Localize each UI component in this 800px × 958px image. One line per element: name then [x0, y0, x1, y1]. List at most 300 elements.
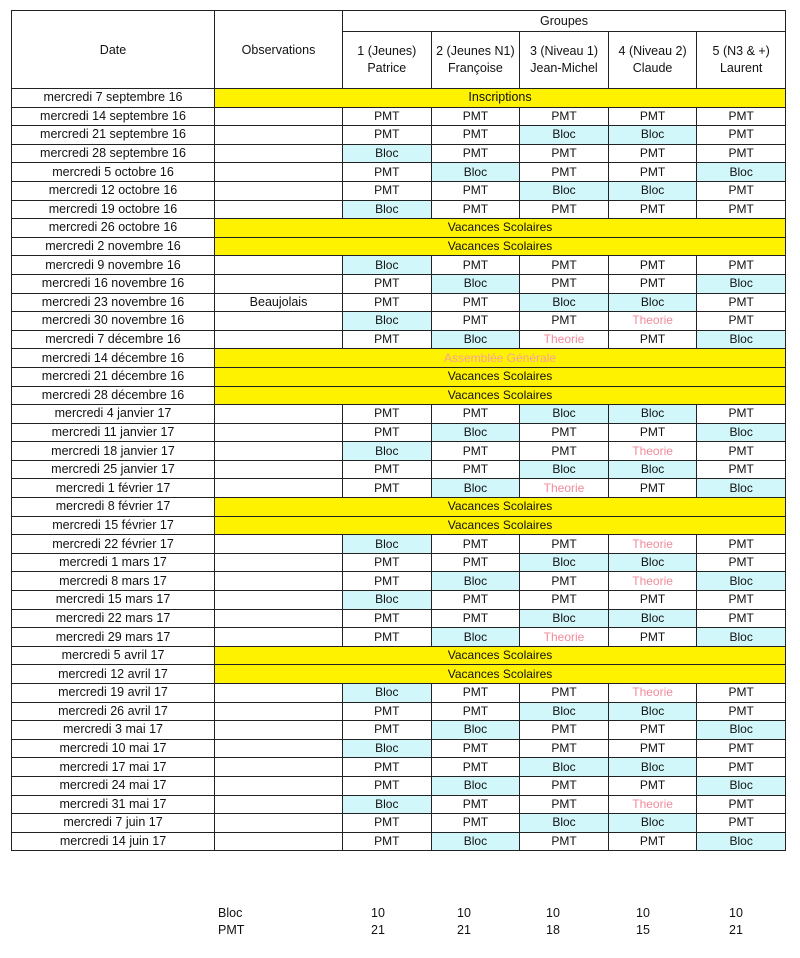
activity-cell: PMT: [520, 163, 609, 182]
activity-cell: Bloc: [697, 330, 786, 349]
observation-cell: [215, 776, 343, 795]
activity-cell: PMT: [520, 312, 609, 331]
table-row: [12, 256, 786, 275]
activity-cell: Bloc: [520, 405, 609, 424]
group-leader: Françoise: [447, 61, 503, 75]
activity-cell: PMT: [520, 572, 609, 591]
activity-cell: PMT: [697, 181, 786, 200]
activity-cell: PMT: [431, 200, 520, 219]
activity-cell: Bloc: [343, 144, 432, 163]
table-row: [12, 330, 786, 349]
activity-cell: Bloc: [697, 776, 786, 795]
activity-cell: PMT: [431, 535, 520, 554]
totals-value: 21: [457, 923, 471, 937]
activity-cell: PMT: [431, 256, 520, 275]
activity-cell: Bloc: [343, 442, 432, 461]
table-row: [12, 832, 786, 851]
activity-cell: Bloc: [608, 553, 697, 572]
activity-cell: PMT: [520, 591, 609, 610]
activity-cell: PMT: [697, 535, 786, 554]
totals-section: [0, 906, 800, 940]
table-row: [12, 535, 786, 554]
table-row: [12, 312, 786, 331]
activity-cell: Bloc: [697, 423, 786, 442]
vacances-banner: Vacances Scolaires: [215, 516, 786, 535]
date-cell: mercredi 7 décembre 16: [12, 330, 215, 349]
date-cell: mercredi 10 mai 17: [12, 739, 215, 758]
activity-cell: Bloc: [431, 776, 520, 795]
activity-cell: Bloc: [697, 274, 786, 293]
activity-cell: PMT: [431, 312, 520, 331]
activity-cell: Bloc: [608, 814, 697, 833]
activity-cell: PMT: [697, 405, 786, 424]
date-cell: mercredi 4 janvier 17: [12, 405, 215, 424]
date-cell: mercredi 1 mars 17: [12, 553, 215, 572]
activity-cell: PMT: [431, 553, 520, 572]
date-cell: mercredi 12 octobre 16: [12, 181, 215, 200]
table-row: [12, 572, 786, 591]
activity-cell: PMT: [608, 628, 697, 647]
group-level: 3 (Niveau 1): [529, 44, 599, 58]
activity-cell: PMT: [608, 832, 697, 851]
totals-value: 15: [636, 923, 650, 937]
activity-cell: PMT: [343, 181, 432, 200]
date-cell: mercredi 19 avril 17: [12, 684, 215, 703]
table-row: [12, 553, 786, 572]
activity-cell: Bloc: [697, 721, 786, 740]
activity-cell: PMT: [431, 591, 520, 610]
activity-cell: PMT: [697, 442, 786, 461]
table-row: [12, 758, 786, 777]
activity-cell: PMT: [608, 776, 697, 795]
date-cell: mercredi 7 juin 17: [12, 814, 215, 833]
activity-cell: PMT: [431, 739, 520, 758]
activity-cell: Theorie: [520, 330, 609, 349]
table-row: [12, 126, 786, 145]
activity-cell: Bloc: [697, 628, 786, 647]
activity-cell: PMT: [431, 758, 520, 777]
group-level: 4 (Niveau 2): [618, 44, 687, 58]
observation-cell: [215, 460, 343, 479]
activity-cell: PMT: [697, 609, 786, 628]
table-row: [12, 163, 786, 182]
date-cell: mercredi 11 janvier 17: [12, 423, 215, 442]
activity-cell: PMT: [343, 702, 432, 721]
activity-cell: PMT: [697, 460, 786, 479]
observation-cell: [215, 200, 343, 219]
table-row: [12, 144, 786, 163]
activity-cell: PMT: [431, 293, 520, 312]
observation-cell: [215, 609, 343, 628]
activity-cell: PMT: [431, 144, 520, 163]
activity-cell: Bloc: [608, 702, 697, 721]
date-cell: mercredi 18 janvier 17: [12, 442, 215, 461]
activity-cell: Bloc: [697, 479, 786, 498]
activity-cell: PMT: [431, 442, 520, 461]
totals-row: [0, 906, 800, 923]
table-row: [12, 479, 786, 498]
group-header-5: [697, 32, 786, 89]
activity-cell: PMT: [520, 721, 609, 740]
activity-cell: PMT: [343, 814, 432, 833]
observation-cell: [215, 312, 343, 331]
date-cell: mercredi 14 septembre 16: [12, 107, 215, 126]
vacances-banner: Vacances Scolaires: [215, 646, 786, 665]
table-row: [12, 274, 786, 293]
activity-cell: PMT: [343, 423, 432, 442]
observation-cell: [215, 702, 343, 721]
activity-cell: Bloc: [697, 572, 786, 591]
table-row: [12, 293, 786, 312]
schedule-table: [11, 10, 786, 851]
date-cell: mercredi 25 janvier 17: [12, 460, 215, 479]
activity-cell: PMT: [697, 553, 786, 572]
group-header-1: [343, 32, 432, 89]
date-cell: mercredi 21 décembre 16: [12, 367, 215, 386]
group-leader: Jean-Michel: [530, 61, 598, 75]
activity-cell: PMT: [343, 126, 432, 145]
table-row: [12, 516, 786, 535]
date-cell: mercredi 14 juin 17: [12, 832, 215, 851]
activity-cell: Bloc: [343, 256, 432, 275]
activity-cell: Bloc: [431, 274, 520, 293]
activity-cell: Bloc: [608, 460, 697, 479]
activity-cell: PMT: [520, 442, 609, 461]
table-row: [12, 721, 786, 740]
activity-cell: Bloc: [343, 739, 432, 758]
observation-cell: [215, 832, 343, 851]
activity-cell: Bloc: [431, 330, 520, 349]
group-level: 5 (N3 & +): [712, 44, 770, 58]
activity-cell: PMT: [520, 144, 609, 163]
activity-cell: Bloc: [520, 814, 609, 833]
activity-cell: Bloc: [343, 312, 432, 331]
table-row: [12, 498, 786, 517]
table-row: [12, 739, 786, 758]
date-cell: mercredi 21 septembre 16: [12, 126, 215, 145]
observation-cell: [215, 739, 343, 758]
group-header-3: [520, 32, 609, 89]
date-cell: mercredi 9 novembre 16: [12, 256, 215, 275]
vacances-banner: Vacances Scolaires: [215, 498, 786, 517]
date-cell: mercredi 8 mars 17: [12, 572, 215, 591]
totals-value: 10: [636, 906, 650, 920]
observation-cell: [215, 144, 343, 163]
activity-cell: PMT: [343, 479, 432, 498]
date-cell: mercredi 23 novembre 16: [12, 293, 215, 312]
table-row: [12, 89, 786, 108]
table-row: [12, 684, 786, 703]
table-row: [12, 665, 786, 684]
table-row: [12, 405, 786, 424]
activity-cell: PMT: [343, 274, 432, 293]
activity-cell: Bloc: [520, 553, 609, 572]
assemblee-banner: Assemblée Générale: [215, 349, 786, 368]
activity-cell: Bloc: [343, 591, 432, 610]
date-cell: mercredi 31 mai 17: [12, 795, 215, 814]
table-row: [12, 237, 786, 256]
activity-cell: PMT: [697, 814, 786, 833]
activity-cell: Theorie: [608, 442, 697, 461]
activity-cell: Theorie: [608, 795, 697, 814]
activity-cell: Bloc: [431, 163, 520, 182]
activity-cell: Theorie: [608, 312, 697, 331]
table-row: [12, 646, 786, 665]
group-leader: Laurent: [719, 61, 763, 75]
table-row: [12, 423, 786, 442]
activity-cell: Bloc: [520, 181, 609, 200]
activity-cell: PMT: [343, 553, 432, 572]
activity-cell: PMT: [608, 107, 697, 126]
observation-cell: [215, 535, 343, 554]
date-cell: mercredi 7 septembre 16: [12, 89, 215, 108]
totals-label: PMT: [218, 923, 245, 937]
activity-cell: PMT: [608, 739, 697, 758]
date-cell: mercredi 17 mai 17: [12, 758, 215, 777]
observation-cell: [215, 181, 343, 200]
activity-cell: PMT: [697, 126, 786, 145]
activity-cell: PMT: [697, 795, 786, 814]
group-level: 1 (Jeunes): [357, 44, 417, 58]
table-row: [12, 386, 786, 405]
activity-cell: PMT: [343, 721, 432, 740]
activity-cell: Bloc: [520, 758, 609, 777]
observation-cell: [215, 795, 343, 814]
activity-cell: PMT: [697, 684, 786, 703]
activity-cell: PMT: [343, 628, 432, 647]
activity-cell: Bloc: [608, 126, 697, 145]
totals-value: 21: [729, 923, 743, 937]
activity-cell: Bloc: [520, 293, 609, 312]
observation-cell: [215, 684, 343, 703]
activity-cell: PMT: [431, 684, 520, 703]
table-row: [12, 628, 786, 647]
activity-cell: PMT: [697, 293, 786, 312]
activity-cell: PMT: [431, 107, 520, 126]
date-cell: mercredi 28 septembre 16: [12, 144, 215, 163]
observation-cell: [215, 274, 343, 293]
observation-cell: [215, 479, 343, 498]
activity-cell: PMT: [343, 293, 432, 312]
observation-cell: [215, 423, 343, 442]
activity-cell: Bloc: [697, 163, 786, 182]
activity-cell: Bloc: [608, 405, 697, 424]
date-cell: mercredi 26 avril 17: [12, 702, 215, 721]
totals-value: 21: [371, 923, 385, 937]
observation-cell: [215, 814, 343, 833]
activity-cell: PMT: [520, 200, 609, 219]
date-cell: mercredi 22 mars 17: [12, 609, 215, 628]
totals-value: 18: [546, 923, 560, 937]
table-row: [12, 814, 786, 833]
observation-cell: Beaujolais: [215, 293, 343, 312]
date-cell: mercredi 14 décembre 16: [12, 349, 215, 368]
totals-value: 10: [371, 906, 385, 920]
group-leader: Claude: [632, 61, 673, 75]
activity-cell: PMT: [431, 609, 520, 628]
date-cell: mercredi 8 février 17: [12, 498, 215, 517]
table-row: [12, 349, 786, 368]
activity-cell: PMT: [520, 535, 609, 554]
activity-cell: PMT: [608, 163, 697, 182]
activity-cell: PMT: [697, 144, 786, 163]
observation-cell: [215, 553, 343, 572]
activity-cell: PMT: [608, 256, 697, 275]
activity-cell: PMT: [343, 758, 432, 777]
activity-cell: PMT: [608, 423, 697, 442]
activity-cell: PMT: [343, 460, 432, 479]
activity-cell: Bloc: [431, 423, 520, 442]
observation-cell: [215, 572, 343, 591]
date-cell: mercredi 19 octobre 16: [12, 200, 215, 219]
activity-cell: Theorie: [520, 479, 609, 498]
activity-cell: PMT: [608, 144, 697, 163]
observation-cell: [215, 256, 343, 275]
vacances-banner: Vacances Scolaires: [215, 386, 786, 405]
activity-cell: PMT: [697, 107, 786, 126]
activity-cell: Theorie: [608, 572, 697, 591]
activity-cell: PMT: [520, 684, 609, 703]
table-row: [12, 609, 786, 628]
activity-cell: Bloc: [343, 200, 432, 219]
observation-cell: [215, 758, 343, 777]
activity-cell: PMT: [343, 107, 432, 126]
activity-cell: Bloc: [520, 460, 609, 479]
activity-cell: Bloc: [343, 795, 432, 814]
activity-cell: PMT: [520, 423, 609, 442]
activity-cell: PMT: [697, 200, 786, 219]
totals-value: 10: [546, 906, 560, 920]
table-row: [12, 460, 786, 479]
table-row: [12, 219, 786, 238]
group-level: 2 (Jeunes N1): [436, 44, 515, 58]
activity-cell: Bloc: [520, 609, 609, 628]
activity-cell: Bloc: [431, 832, 520, 851]
activity-cell: Bloc: [697, 832, 786, 851]
table-row: [12, 702, 786, 721]
activity-cell: PMT: [431, 181, 520, 200]
totals-value: 10: [457, 906, 471, 920]
date-cell: mercredi 1 février 17: [12, 479, 215, 498]
activity-cell: Bloc: [608, 181, 697, 200]
observation-cell: [215, 163, 343, 182]
date-cell: mercredi 22 février 17: [12, 535, 215, 554]
activity-cell: PMT: [431, 460, 520, 479]
activity-cell: PMT: [343, 330, 432, 349]
date-cell: mercredi 24 mai 17: [12, 776, 215, 795]
activity-cell: PMT: [520, 739, 609, 758]
activity-cell: PMT: [343, 163, 432, 182]
activity-cell: PMT: [431, 126, 520, 145]
date-header: Date: [12, 11, 215, 89]
vacances-banner: Vacances Scolaires: [215, 367, 786, 386]
activity-cell: Theorie: [608, 684, 697, 703]
groupes-header: Groupes: [343, 11, 786, 32]
activity-cell: PMT: [520, 256, 609, 275]
observation-cell: [215, 405, 343, 424]
activity-cell: Bloc: [343, 684, 432, 703]
activity-cell: PMT: [431, 814, 520, 833]
vacances-banner: Vacances Scolaires: [215, 219, 786, 238]
observation-cell: [215, 107, 343, 126]
activity-cell: Bloc: [431, 628, 520, 647]
observation-cell: [215, 721, 343, 740]
activity-cell: Bloc: [431, 479, 520, 498]
activity-cell: Bloc: [608, 758, 697, 777]
activity-cell: PMT: [520, 832, 609, 851]
date-cell: mercredi 5 octobre 16: [12, 163, 215, 182]
activity-cell: PMT: [608, 330, 697, 349]
activity-cell: PMT: [697, 702, 786, 721]
activity-cell: PMT: [431, 795, 520, 814]
activity-cell: PMT: [608, 274, 697, 293]
totals-label: Bloc: [218, 906, 243, 920]
totals-row: [0, 923, 800, 940]
date-cell: mercredi 5 avril 17: [12, 646, 215, 665]
table-row: [12, 107, 786, 126]
activity-cell: Bloc: [431, 572, 520, 591]
group-header-2: [431, 32, 520, 89]
activity-cell: PMT: [343, 609, 432, 628]
activity-cell: PMT: [608, 721, 697, 740]
table-row: [12, 591, 786, 610]
activity-cell: Bloc: [343, 535, 432, 554]
activity-cell: PMT: [697, 591, 786, 610]
date-cell: mercredi 26 octobre 16: [12, 219, 215, 238]
observations-header: Observations: [215, 11, 343, 89]
activity-cell: PMT: [697, 758, 786, 777]
observation-cell: [215, 591, 343, 610]
date-cell: mercredi 28 décembre 16: [12, 386, 215, 405]
table-row: [12, 776, 786, 795]
group-header-4: [608, 32, 697, 89]
activity-cell: Theorie: [520, 628, 609, 647]
vacances-banner: Vacances Scolaires: [215, 237, 786, 256]
activity-cell: PMT: [431, 405, 520, 424]
table-row: [12, 795, 786, 814]
activity-cell: PMT: [520, 776, 609, 795]
date-cell: mercredi 16 novembre 16: [12, 274, 215, 293]
activity-cell: PMT: [608, 479, 697, 498]
activity-cell: PMT: [343, 776, 432, 795]
activity-cell: Bloc: [608, 293, 697, 312]
date-cell: mercredi 3 mai 17: [12, 721, 215, 740]
activity-cell: PMT: [697, 739, 786, 758]
vacances-banner: Vacances Scolaires: [215, 665, 786, 684]
activity-cell: PMT: [697, 256, 786, 275]
table-row: [12, 200, 786, 219]
activity-cell: Bloc: [608, 609, 697, 628]
activity-cell: Bloc: [520, 126, 609, 145]
table-row: [12, 367, 786, 386]
observation-cell: [215, 628, 343, 647]
date-cell: mercredi 15 février 17: [12, 516, 215, 535]
date-cell: mercredi 30 novembre 16: [12, 312, 215, 331]
activity-cell: PMT: [608, 591, 697, 610]
activity-cell: PMT: [343, 405, 432, 424]
observation-cell: [215, 330, 343, 349]
activity-cell: PMT: [431, 702, 520, 721]
activity-cell: PMT: [343, 572, 432, 591]
inscriptions-banner: Inscriptions: [215, 89, 786, 108]
date-cell: mercredi 15 mars 17: [12, 591, 215, 610]
activity-cell: Bloc: [520, 702, 609, 721]
date-cell: mercredi 12 avril 17: [12, 665, 215, 684]
activity-cell: PMT: [608, 200, 697, 219]
activity-cell: PMT: [520, 107, 609, 126]
table-row: [12, 442, 786, 461]
date-cell: mercredi 29 mars 17: [12, 628, 215, 647]
